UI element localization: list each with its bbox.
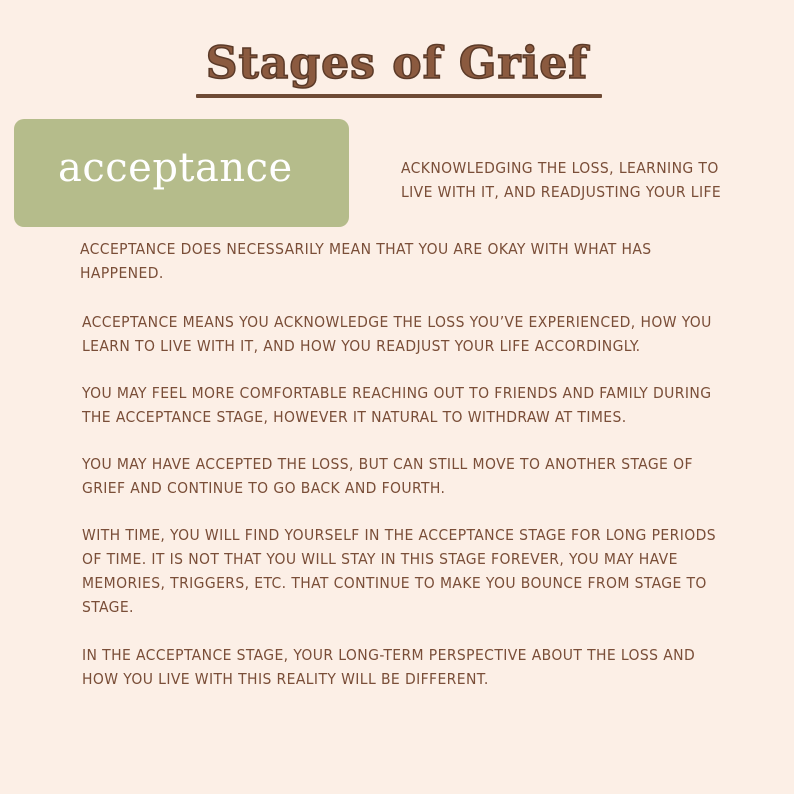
- paragraph-2: ACCEPTANCE MEANS YOU ACKNOWLEDGE THE LOSS YOU’VE EXPERIENCED, HOW YOU LEARN TO LIVE WITH IT, AND HOW YOU READJUST YOUR LIFE ACCORDINGLY.: [82, 313, 712, 355]
- title-underline: [196, 94, 602, 98]
- paragraph-1: ACCEPTANCE DOES NECESSARILY MEAN THAT YOU ARE OKAY WITH WHAT HAS HAPPENED.: [80, 240, 652, 282]
- paragraph-4: YOU MAY HAVE ACCEPTED THE LOSS, BUT CAN STILL MOVE TO ANOTHER STAGE OF GRIEF AND CONTINUE TO GO BACK AND FOURTH.: [82, 455, 693, 497]
- paragraph-6: IN THE ACCEPTANCE STAGE, YOUR LONG-TERM PERSPECTIVE ABOUT THE LOSS AND HOW YOU LIVE WITH THIS REALITY WILL BE DIFFERENT.: [82, 646, 696, 688]
- page-title: Stages of Grief: [205, 38, 589, 89]
- stage-name: acceptance: [58, 145, 293, 191]
- paragraph-5: WITH TIME, YOU WILL FIND YOURSELF IN THE ACCEPTANCE STAGE FOR LONG PERIODS OF TIME. IT IS NOT THAT YOU WILL STAY IN THIS STAGE FOREVER, YOU MAY HAVE MEMORIES, TRIGGERS, ETC. THAT CONTINUE TO MAKE YOU BOUNCE FROM STAGE TO STAGE.: [82, 526, 716, 616]
- paragraph-3: YOU MAY FEEL MORE COMFORTABLE REACHING OUT TO FRIENDS AND FAMILY DURING THE ACCEPTANCE STAGE, HOWEVER IT NATURAL TO WITHDRAW AT TIMES.: [82, 384, 712, 426]
- stage-summary: ACKNOWLEDGING THE LOSS, LEARNING TO LIVE WITH IT, AND READJUSTING YOUR LIFE: [401, 159, 722, 201]
